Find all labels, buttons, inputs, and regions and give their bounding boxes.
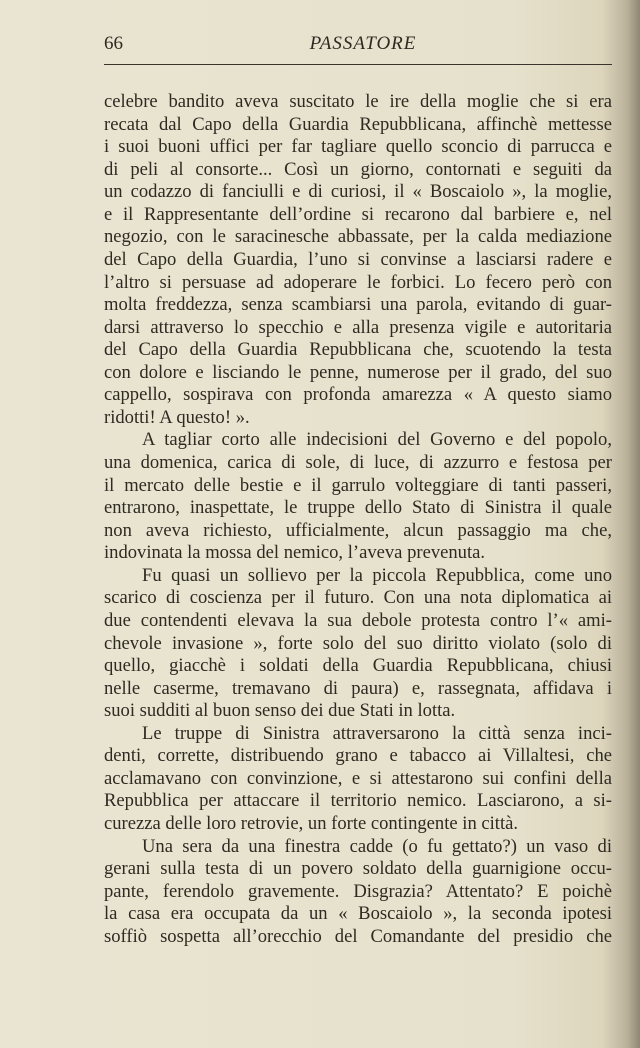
text-line: soffiò sospetta all’orecchio del Comandante del presidio che [104, 925, 612, 947]
running-title: PASSATORE [309, 33, 417, 54]
text-line: del Capo della Guardia Repubblicana che, scuotendo la testa [104, 339, 612, 361]
text-line: gerani sulla testa di un povero soldato della guarnigione occu- [104, 858, 612, 880]
text-line: l’altro si persuase ad adoperare le forbici. Lo fecero però con [104, 271, 612, 293]
text-line: di peli al consorte... Così un giorno, contornati e seguiti da [104, 158, 612, 180]
text-line: quello, giacchè i soldati della Guardia Repubblicana, chiusi [104, 655, 612, 677]
text-line: suoi sudditi al buon senso dei due Stati in lotta. [104, 700, 456, 722]
text-line: il mercato delle bestie e il garrulo volteggiare di tanti passeri, [104, 474, 612, 496]
header-rule [104, 64, 612, 65]
text-line: negozio, con le saracinesche abbassate, per la calda mediazione [104, 226, 612, 248]
text-line: la casa era occupata da un « Boscaiolo », la seconda ipotesi [104, 903, 612, 925]
body-text [104, 91, 612, 948]
text-line: recata dal Capo della Guardia Repubblicana, affinchè mettesse [104, 113, 612, 135]
text-line: una domenica, carica di sole, di luce, di azzurro e festosa per [104, 452, 612, 473]
text-line: i suoi buoni uffici per far tagliare quello sconcio di parrucca e [104, 136, 612, 158]
text-line: celebre bandito aveva suscitato le ire della moglie che si era [104, 91, 612, 112]
text-line: nelle caserme, tremavano di paura) e, rassegnata, affidava i [104, 677, 612, 699]
text-line: indovinata la mossa del nemico, l’aveva prevenuta. [104, 542, 486, 564]
text-line: Repubblica per attaccare il territorio nemico. Lasciarono, a si- [104, 790, 612, 812]
text-line: ridotti! A questo! ». [104, 406, 250, 428]
text-line: pante, ferendolo gravemente. Disgrazia? Attentato? E poichè [104, 880, 612, 902]
text-line: scarico di coscienza per il futuro. Con una nota diplomatica ai [104, 587, 612, 609]
text-line: darsi attraverso lo specchio e alla presenza vigile e autoritaria [104, 316, 612, 338]
text-line: chevole invasione », forte solo del suo diritto violato (solo di [104, 632, 612, 654]
text-line: curezza delle loro retrovie, un forte contingente in città. [104, 813, 519, 834]
paragraph-first-line: Una sera da una finestra cadde (o fu gettato?) un vaso di [142, 835, 612, 857]
paragraph-first-line: Fu quasi un sollievo per la piccola Repubblica, come uno [142, 564, 612, 586]
paragraph-first-line: Le truppe di Sinistra attraversarono la città senza inci- [142, 722, 612, 744]
text-line: e il Rappresentante dell’ordine si recarono dal barbiere e, nel [104, 203, 612, 225]
page-number: 66 [104, 33, 123, 54]
text-line: due contendenti elevava la sua debole protesta contro l’« ami- [104, 609, 612, 631]
text-line: del Capo della Guardia, l’uno si convinse a lasciarsi radere e [104, 248, 612, 270]
text-line: cappello, sospirava con profonda amarezza « A questo siamo [104, 384, 612, 406]
paragraph-first-line: A tagliar corto alle indecisioni del Governo e del popolo, [142, 429, 612, 451]
text-line: acclamavano con convinzione, e si attestarono sui confini della [104, 767, 612, 789]
text-line: con dolore e lisciando le penne, numerose per il grado, del suo [104, 361, 612, 383]
text-line: denti, corrette, distribuendo grano e tabacco ai Villaltesi, che [104, 745, 612, 767]
text-line: molta freddezza, senza scambiarsi una parola, evitando di guar- [104, 294, 612, 316]
text-line: un codazzo di fanciulli e di curiosi, il « Boscaiolo », la moglie, [104, 181, 612, 203]
text-line: non aveva richiesto, ufficialmente, alcun passaggio ma che, [104, 519, 612, 541]
text-line: entrarono, inaspettate, le truppe dello Stato di Sinistra il quale [104, 497, 612, 519]
